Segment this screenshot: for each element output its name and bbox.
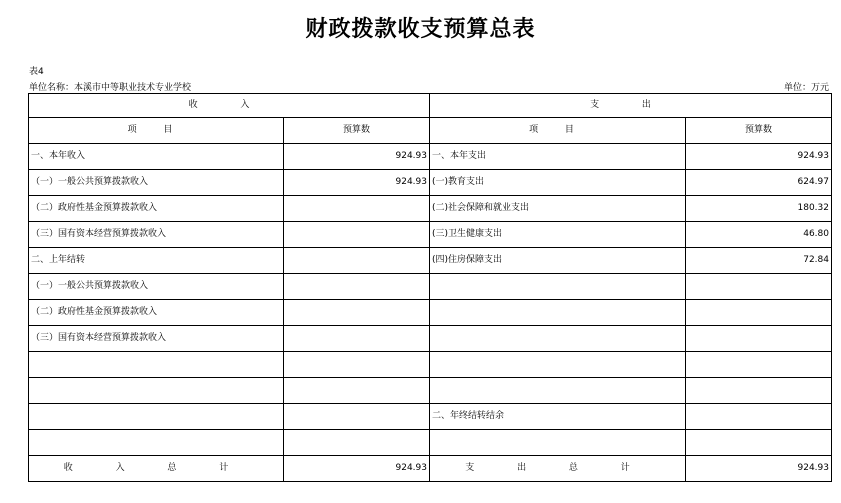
expense-item-cell — [430, 352, 686, 378]
income-budget-header: 预算数 — [284, 118, 430, 144]
table-row — [29, 222, 832, 248]
expense-budget-header: 预算数 — [686, 118, 832, 144]
table-row — [29, 274, 832, 300]
income-item-cell: （三）国有资本经营预算拨款收入 — [29, 326, 284, 352]
expense-total-label: 支 出 总 计 — [430, 456, 686, 482]
table-number: 表4 — [29, 67, 44, 77]
income-item-cell — [29, 378, 284, 404]
expense-header: 支 出 — [430, 94, 832, 118]
expense-item-cell: (四)住房保障支出 — [430, 248, 686, 274]
currency-unit: 单位：万元 — [783, 83, 829, 93]
table-row — [29, 352, 832, 378]
expense-value-cell: 624.97 — [686, 170, 832, 196]
expense-value-cell — [686, 274, 832, 300]
income-value-cell — [284, 352, 430, 378]
income-value-cell — [284, 430, 430, 456]
section-header-row — [29, 94, 832, 118]
expense-item-cell: 二、年终结转结余 — [430, 404, 686, 430]
income-item-cell — [29, 430, 284, 456]
income-item-cell: 二、上年结转 — [29, 248, 284, 274]
expense-item-cell — [430, 430, 686, 456]
income-item-cell: （二）政府性基金预算拨款收入 — [29, 196, 284, 222]
expense-value-cell — [686, 326, 832, 352]
expense-value-cell — [686, 404, 832, 430]
expense-item-cell — [430, 378, 686, 404]
table-row — [29, 248, 832, 274]
income-item-cell — [29, 404, 284, 430]
page-title: 财政拨款收支预算总表 — [305, 16, 536, 42]
income-item-header: 项 目 — [29, 118, 284, 144]
income-item-cell: （一）一般公共预算拨款收入 — [29, 274, 284, 300]
table-row — [29, 326, 832, 352]
table-row — [29, 170, 832, 196]
income-total-value: 924.93 — [284, 456, 430, 482]
expense-total-value: 924.93 — [686, 456, 832, 482]
expense-value-cell — [686, 352, 832, 378]
table-row — [29, 378, 832, 404]
expense-item-cell: (二)社会保障和就业支出 — [430, 196, 686, 222]
expense-value-cell: 72.84 — [686, 248, 832, 274]
column-header-row — [29, 118, 832, 144]
expense-item-cell — [430, 274, 686, 300]
table-row — [29, 300, 832, 326]
expense-value-cell — [686, 378, 832, 404]
income-value-cell — [284, 378, 430, 404]
table-row — [29, 144, 832, 170]
totals-row — [29, 456, 832, 482]
income-item-cell: （二）政府性基金预算拨款收入 — [29, 300, 284, 326]
expense-value-cell: 924.93 — [686, 144, 832, 170]
expense-item-cell — [430, 300, 686, 326]
expense-item-cell: (三)卫生健康支出 — [430, 222, 686, 248]
income-value-cell — [284, 326, 430, 352]
expense-item-cell — [430, 326, 686, 352]
income-value-cell: 924.93 — [284, 144, 430, 170]
income-header: 收 入 — [29, 94, 430, 118]
income-value-cell — [284, 196, 430, 222]
expense-value-cell: 46.80 — [686, 222, 832, 248]
income-total-label: 收 入 总 计 — [29, 456, 284, 482]
income-value-cell — [284, 404, 430, 430]
income-value-cell — [284, 274, 430, 300]
income-value-cell — [284, 248, 430, 274]
income-value-cell: 924.93 — [284, 170, 430, 196]
expense-item-header: 项 目 — [430, 118, 686, 144]
budget-table — [28, 93, 832, 482]
income-item-cell: （三）国有资本经营预算拨款收入 — [29, 222, 284, 248]
expense-item-cell: (一)教育支出 — [430, 170, 686, 196]
expense-value-cell — [686, 300, 832, 326]
income-item-cell: 一、本年收入 — [29, 144, 284, 170]
expense-value-cell: 180.32 — [686, 196, 832, 222]
income-item-cell: （一）一般公共预算拨款收入 — [29, 170, 284, 196]
table-row — [29, 196, 832, 222]
income-item-cell — [29, 352, 284, 378]
table-row — [29, 430, 832, 456]
income-value-cell — [284, 300, 430, 326]
income-value-cell — [284, 222, 430, 248]
table-row — [29, 404, 832, 430]
expense-item-cell: 一、本年支出 — [430, 144, 686, 170]
unit-name: 单位名称：本溪市中等职业技术专业学校 — [29, 83, 192, 93]
expense-value-cell — [686, 430, 832, 456]
